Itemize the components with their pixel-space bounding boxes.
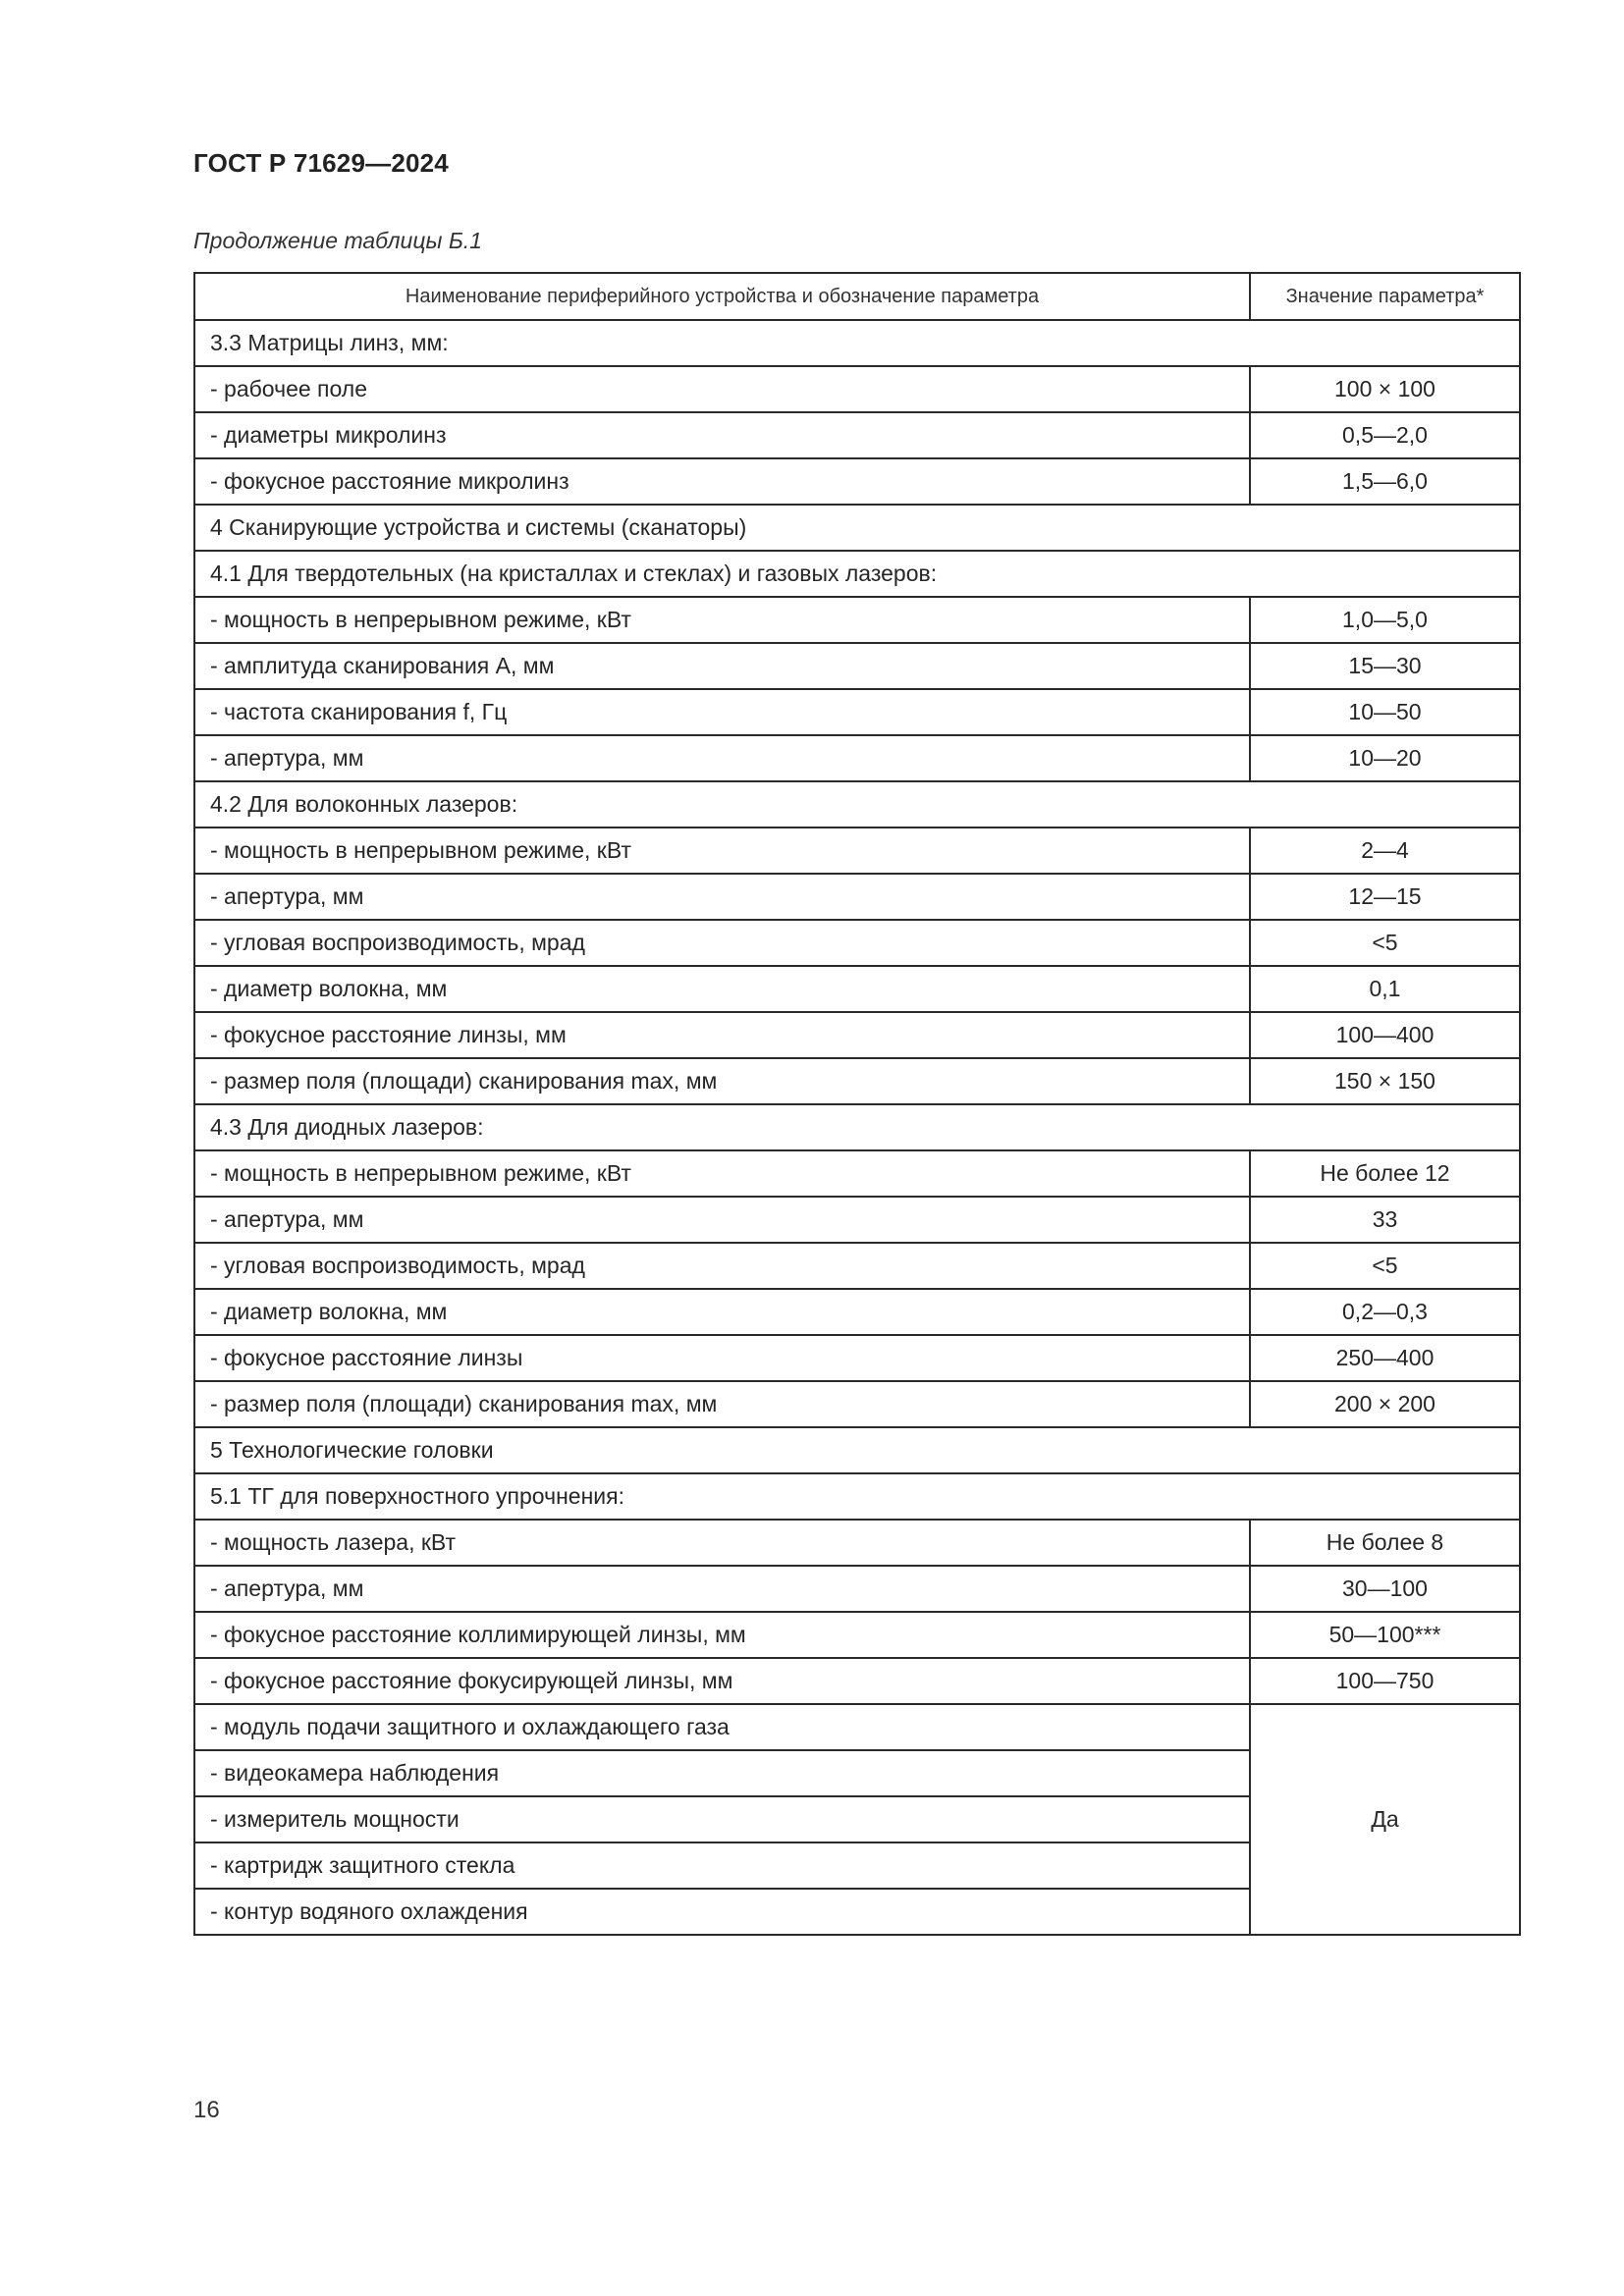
parameter-name: - фокусное расстояние линзы, мм — [194, 1012, 1250, 1058]
section-title: 4.1 Для твердотельных (на кристаллах и стеклах) и газовых лазеров: — [194, 551, 1520, 597]
parameter-row — [194, 1289, 1520, 1335]
document-code: ГОСТ Р 71629—2024 — [193, 148, 449, 178]
parameter-name: - частота сканирования f, Гц — [194, 689, 1250, 735]
parameter-name: - фокусное расстояние микролинз — [194, 458, 1250, 505]
parameter-name: - амплитуда сканирования А, мм — [194, 643, 1250, 689]
parameter-row — [194, 366, 1520, 412]
parameter-name: - измеритель мощности — [194, 1796, 1250, 1842]
parameter-value: 30—100 — [1250, 1566, 1520, 1612]
parameter-value: 50—100*** — [1250, 1612, 1520, 1658]
parameter-row — [194, 828, 1520, 874]
parameter-row — [194, 1566, 1520, 1612]
parameter-name: - диаметры микролинз — [194, 412, 1250, 458]
section-title: 4.3 Для диодных лазеров: — [194, 1104, 1520, 1150]
parameter-name: - апертура, мм — [194, 735, 1250, 781]
parameter-value: 1,0—5,0 — [1250, 597, 1520, 643]
parameter-name: - размер поля (площади) сканирования max, мм — [194, 1381, 1250, 1427]
parameter-row — [194, 1197, 1520, 1243]
column-header-value: Значение параметра* — [1250, 273, 1520, 320]
parameter-name: - апертура, мм — [194, 1566, 1250, 1612]
section-title: 3.3 Матрицы линз, мм: — [194, 320, 1520, 366]
section-title: 5 Технологические головки — [194, 1427, 1520, 1473]
parameter-name: - видеокамера наблюдения — [194, 1750, 1250, 1796]
column-header-name: Наименование периферийного устройства и обозначение параметра — [194, 273, 1250, 320]
section-row — [194, 1104, 1520, 1150]
section-row — [194, 505, 1520, 551]
parameter-name: - диаметр волокна, мм — [194, 1289, 1250, 1335]
parameter-row — [194, 1658, 1520, 1704]
section-title: 4 Сканирующие устройства и системы (сканаторы) — [194, 505, 1520, 551]
parameter-name: - мощность в непрерывном режиме, кВт — [194, 1150, 1250, 1197]
page-number: 16 — [193, 2097, 220, 2123]
section-title: 5.1 ТГ для поверхностного упрочнения: — [194, 1473, 1520, 1520]
parameter-row — [194, 1381, 1520, 1427]
table-header-row — [194, 273, 1520, 320]
section-row — [194, 551, 1520, 597]
parameter-row — [194, 597, 1520, 643]
parameter-row — [194, 966, 1520, 1012]
parameter-row — [194, 1150, 1520, 1197]
parameter-value: 12—15 — [1250, 874, 1520, 920]
parameter-value: 100 × 100 — [1250, 366, 1520, 412]
parameter-name: - мощность в непрерывном режиме, кВт — [194, 828, 1250, 874]
parameter-name: - угловая воспроизводимость, мрад — [194, 1243, 1250, 1289]
parameter-row — [194, 874, 1520, 920]
parameter-value: 100—400 — [1250, 1012, 1520, 1058]
parameter-value: Не более 8 — [1250, 1520, 1520, 1566]
parameter-name: - диаметр волокна, мм — [194, 966, 1250, 1012]
parameter-name: - модуль подачи защитного и охлаждающего газа — [194, 1704, 1250, 1750]
parameter-row — [194, 1612, 1520, 1658]
parameter-row — [194, 1243, 1520, 1289]
parameter-name: - контур водяного охлаждения — [194, 1889, 1250, 1935]
parameter-value: <5 — [1250, 1243, 1520, 1289]
parameter-name: - мощность лазера, кВт — [194, 1520, 1250, 1566]
section-row — [194, 1427, 1520, 1473]
parameter-row — [194, 1058, 1520, 1104]
section-row — [194, 1473, 1520, 1520]
parameter-row — [194, 643, 1520, 689]
parameter-row — [194, 1012, 1520, 1058]
parameter-row — [194, 689, 1520, 735]
parameter-value-merged: Да — [1250, 1704, 1520, 1935]
parameter-value: 15—30 — [1250, 643, 1520, 689]
parameter-value: 250—400 — [1250, 1335, 1520, 1381]
parameter-row — [194, 412, 1520, 458]
parameter-row — [194, 458, 1520, 505]
parameter-value: 0,5—2,0 — [1250, 412, 1520, 458]
parameter-name: - размер поля (площади) сканирования max, мм — [194, 1058, 1250, 1104]
parameter-value: 0,2—0,3 — [1250, 1289, 1520, 1335]
parameter-row — [194, 735, 1520, 781]
parameter-row — [194, 1704, 1520, 1750]
parameter-value: 10—20 — [1250, 735, 1520, 781]
parameter-value: 100—750 — [1250, 1658, 1520, 1704]
parameter-value: <5 — [1250, 920, 1520, 966]
parameters-table — [193, 272, 1521, 1936]
parameter-row — [194, 920, 1520, 966]
parameter-name: - фокусное расстояние коллимирующей линзы, мм — [194, 1612, 1250, 1658]
table-caption: Продолжение таблицы Б.1 — [193, 228, 482, 253]
parameter-row — [194, 1520, 1520, 1566]
parameter-value: 200 × 200 — [1250, 1381, 1520, 1427]
parameter-value: Не более 12 — [1250, 1150, 1520, 1197]
parameter-value: 0,1 — [1250, 966, 1520, 1012]
parameter-name: - фокусное расстояние фокусирующей линзы, мм — [194, 1658, 1250, 1704]
parameter-value: 150 × 150 — [1250, 1058, 1520, 1104]
parameter-value: 33 — [1250, 1197, 1520, 1243]
parameter-name: - мощность в непрерывном режиме, кВт — [194, 597, 1250, 643]
section-title: 4.2 Для волоконных лазеров: — [194, 781, 1520, 828]
parameter-name: - картридж защитного стекла — [194, 1842, 1250, 1889]
parameter-name: - угловая воспроизводимость, мрад — [194, 920, 1250, 966]
parameter-value: 10—50 — [1250, 689, 1520, 735]
parameter-name: - апертура, мм — [194, 1197, 1250, 1243]
parameter-value: 1,5—6,0 — [1250, 458, 1520, 505]
parameter-name: - апертура, мм — [194, 874, 1250, 920]
parameter-value: 2—4 — [1250, 828, 1520, 874]
section-row — [194, 320, 1520, 366]
section-row — [194, 781, 1520, 828]
parameter-name: - рабочее поле — [194, 366, 1250, 412]
parameter-name: - фокусное расстояние линзы — [194, 1335, 1250, 1381]
parameter-row — [194, 1335, 1520, 1381]
